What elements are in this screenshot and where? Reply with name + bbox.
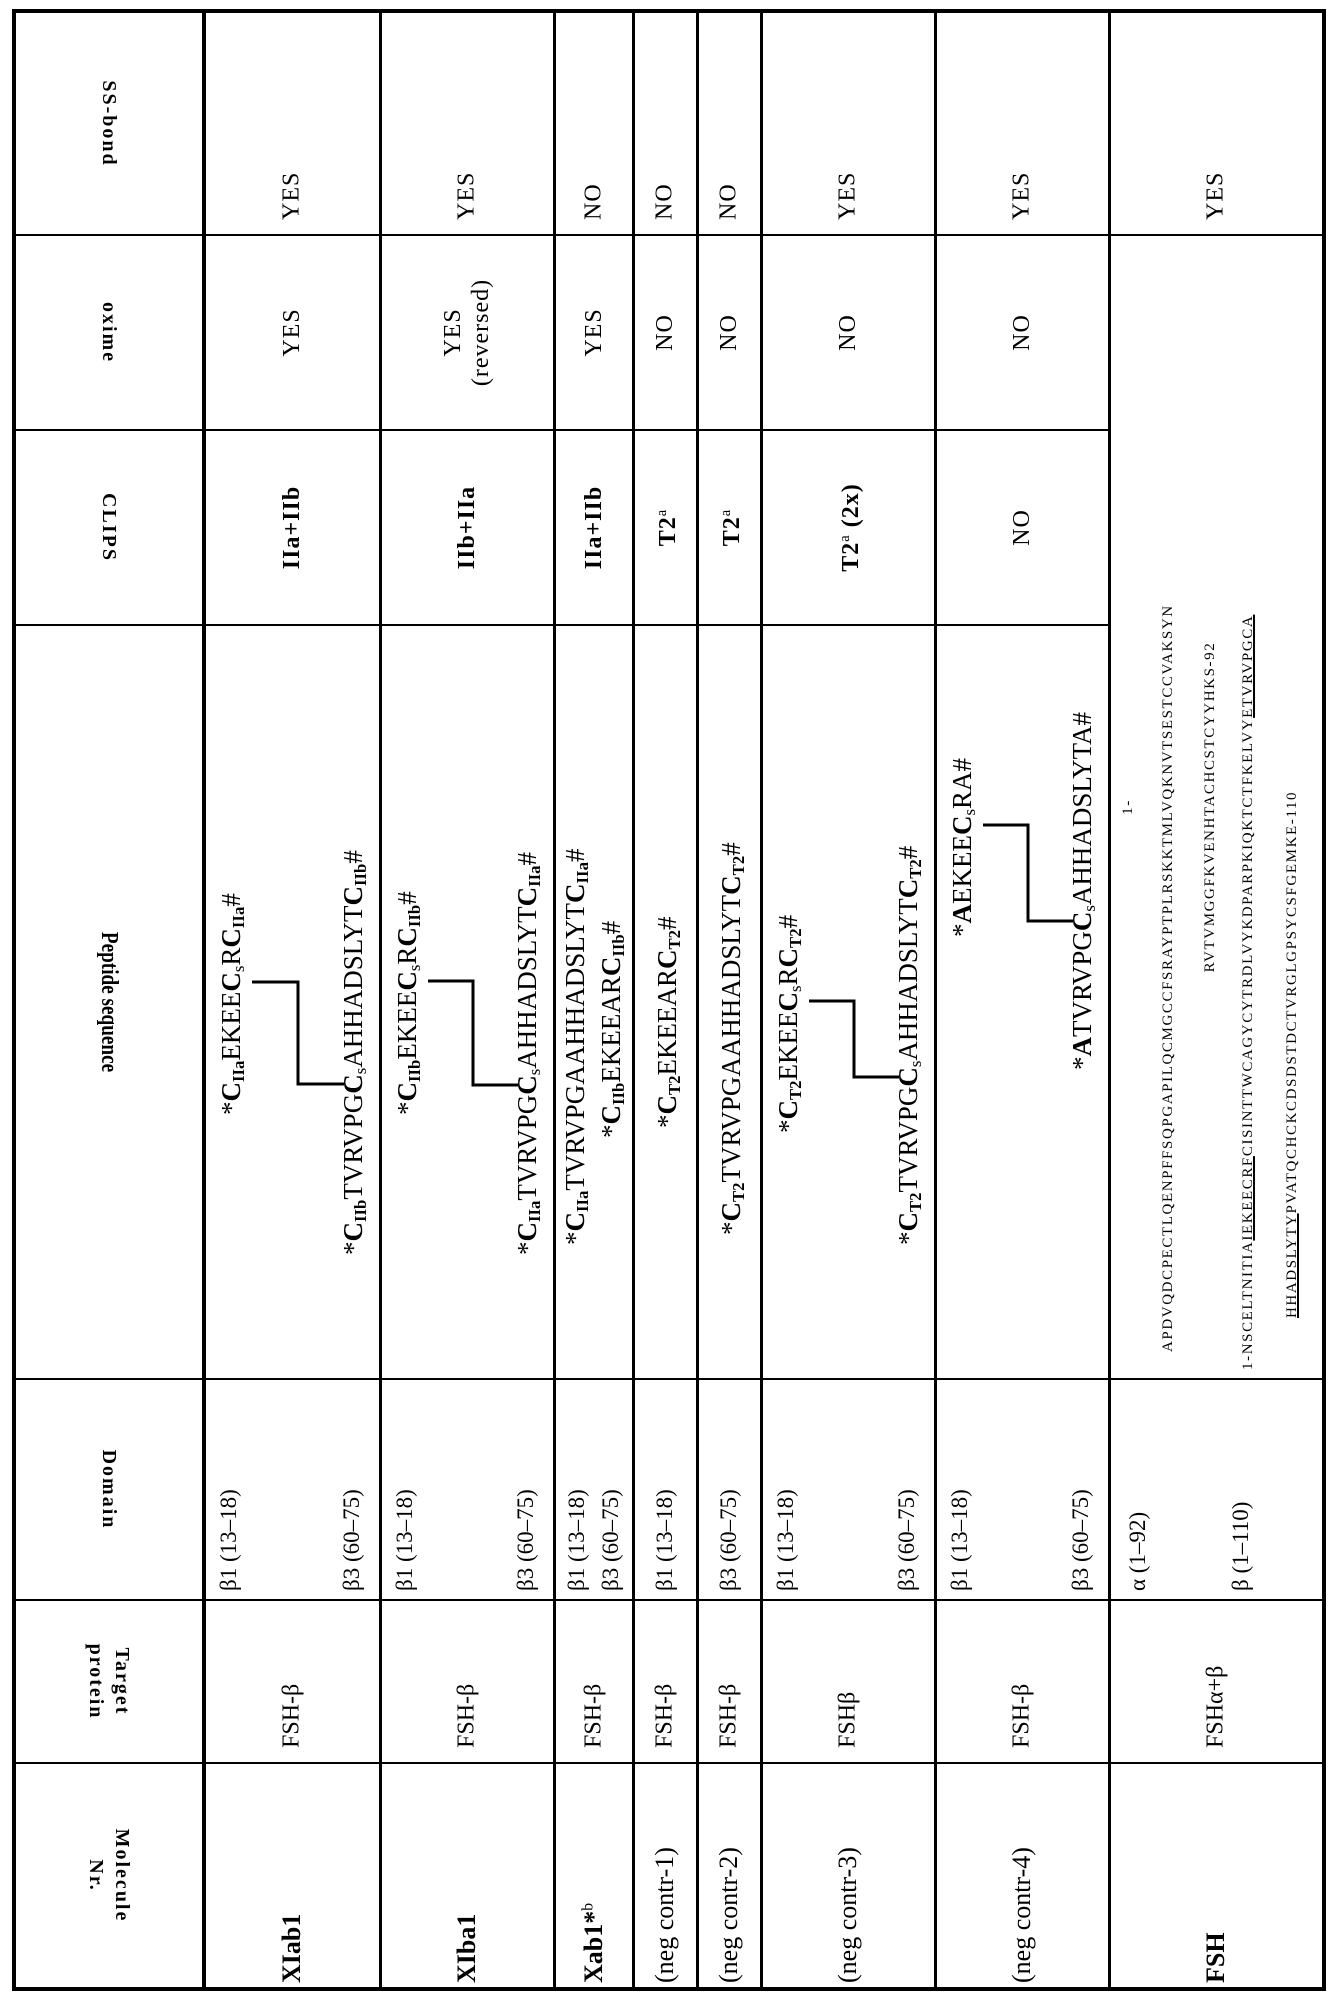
- clips-value: [580, 431, 608, 624]
- oxime-text: (reversed): [467, 236, 495, 429]
- text-segment: IIa: [525, 866, 544, 887]
- peptide-cell: [380, 625, 554, 1379]
- text-segment: #: [392, 891, 422, 905]
- sequence-line: [1201, 236, 1219, 1378]
- text-segment: C: [512, 1222, 542, 1242]
- text-segment: *: [560, 1232, 590, 1246]
- text-segment: EKEE: [773, 1011, 803, 1080]
- text-segment: PVATQCHCKCDSDSTDCTVRGLGPSYCSFGEMKE-110: [1284, 791, 1300, 1214]
- text-segment: *: [512, 1242, 542, 1256]
- clips-value: [278, 431, 306, 624]
- header-peptide-label: Peptide sequence: [96, 932, 122, 1072]
- oxime-cell: [761, 235, 935, 430]
- text-segment: TVRVPG: [893, 1087, 923, 1193]
- text-segment: TVRVPG: [512, 1095, 542, 1201]
- oxime-cell: [380, 235, 554, 430]
- peptide-cell: [633, 625, 697, 1379]
- text-segment: FSH: [1201, 1932, 1230, 1983]
- domain-cell: [1109, 1379, 1324, 1600]
- target-cell: [1109, 1600, 1324, 1763]
- peptide-line: [338, 850, 376, 1255]
- target-cell: [554, 1600, 633, 1763]
- text-segment: IIb: [405, 905, 424, 927]
- molecule-cell: [697, 1763, 761, 1989]
- peptide-line: [512, 852, 550, 1255]
- text-segment: C: [392, 1082, 422, 1102]
- text-segment: T2: [786, 928, 805, 948]
- header-ss-bond: [14, 11, 204, 235]
- target-cell: [935, 1600, 1109, 1763]
- header-oxime: [14, 235, 204, 430]
- target-cell: [697, 1600, 761, 1763]
- molecule-name: [579, 1903, 609, 1983]
- peptide-cell: [697, 625, 761, 1379]
- header-oxime-label: oxime: [96, 302, 122, 363]
- ss-bond-value: YES: [279, 172, 306, 220]
- text-segment: A: [1067, 1037, 1097, 1057]
- text-segment: T2: [665, 1075, 684, 1095]
- oxime-cell: [204, 235, 380, 430]
- sequence-line: [1119, 236, 1137, 1378]
- text-segment: *: [947, 924, 977, 938]
- header-peptide: [14, 625, 204, 1379]
- domain-range: β3 (60–75): [1068, 1489, 1094, 1591]
- disulfide-bond-connector: [937, 1377, 938, 1378]
- disulfide-bond-connector: [206, 1377, 207, 1378]
- ss-bond-value: NO: [580, 183, 607, 220]
- domain-range: β1 (13–18): [773, 1489, 799, 1591]
- oxime-cell: [554, 235, 633, 430]
- clips-cell: [761, 430, 935, 625]
- text-segment: (neg contr-4): [1007, 1847, 1036, 1983]
- text-segment: C: [560, 883, 590, 903]
- text-segment: #: [716, 842, 746, 856]
- molecule-name: [1007, 1847, 1037, 1983]
- target-protein: FSHβ: [835, 1692, 862, 1748]
- peptide-cell: [554, 625, 633, 1379]
- header-domain: [14, 1379, 204, 1600]
- bond-line: [252, 982, 344, 1084]
- ss-bond-cell: [697, 11, 761, 235]
- text-segment: AHHADSLYT: [338, 905, 368, 1067]
- oxime-text: NO: [715, 236, 743, 429]
- molecule-cell: [1109, 1763, 1324, 1989]
- bonded-cysteine: C: [512, 1075, 542, 1095]
- peptide-line: [773, 915, 811, 1133]
- domain-range: β (1–110): [1228, 1502, 1254, 1591]
- bonded-cysteine: C: [1067, 912, 1097, 932]
- text-segment: EKEEAR: [652, 969, 682, 1075]
- target-protein: FSH-β: [716, 1684, 743, 1748]
- text-segment: *: [338, 1242, 368, 1256]
- text-segment: RVTVMGGFKVENHTACHCSTCYYHKS-92: [1202, 642, 1218, 973]
- clips-value: [712, 431, 746, 624]
- ss-bond-value: YES: [835, 172, 862, 220]
- text-segment: C: [652, 949, 682, 969]
- molecule-name: [277, 1914, 307, 1983]
- oxime-value: [1008, 236, 1036, 429]
- text-segment: #: [596, 921, 626, 935]
- text-segment: C: [338, 886, 368, 906]
- text-segment: *: [216, 1102, 246, 1116]
- text-segment: T2: [786, 1080, 805, 1100]
- header-clips: [14, 430, 204, 625]
- text-segment: IIa: [525, 1201, 544, 1222]
- text-segment: IEKEECRF: [1240, 1156, 1256, 1240]
- table-row: [204, 11, 380, 1989]
- bonded-cysteine: C: [338, 1074, 368, 1094]
- header-domain-label: Domain: [96, 1450, 122, 1530]
- domain-range: β3 (60–75): [716, 1489, 742, 1591]
- domain-range: β1 (13–18): [652, 1489, 678, 1591]
- text-segment: C: [773, 948, 803, 968]
- ss-bond-cell: [761, 11, 935, 235]
- text-segment: ETVRVPGCA: [1240, 615, 1256, 718]
- clips-value: [453, 431, 481, 624]
- ss-bond-cell: [554, 11, 633, 235]
- text-segment: T2: [665, 930, 684, 950]
- ss-bond-value: YES: [1009, 172, 1036, 220]
- text-segment: AHHADSLYTA#: [1067, 712, 1097, 905]
- text-segment: C: [560, 1212, 590, 1232]
- table-row: [380, 11, 554, 1989]
- text-segment: R: [392, 947, 422, 965]
- text-segment: C: [716, 1202, 746, 1222]
- domain-range: β3 (60–75): [894, 1489, 920, 1591]
- text-segment: A: [947, 904, 977, 924]
- peptide-table: [12, 9, 1326, 1991]
- text-segment: *: [716, 1222, 746, 1236]
- table-row: [761, 11, 935, 1989]
- text-segment: C: [716, 875, 746, 895]
- oxime-value: [278, 236, 306, 429]
- text-segment: #: [560, 849, 590, 863]
- document-page: [0, 0, 1334, 1994]
- header-ss-bond-label: SS-bond: [96, 80, 122, 166]
- target-cell: [380, 1600, 554, 1763]
- target-cell: [761, 1600, 935, 1763]
- molecule-cell: [380, 1763, 554, 1989]
- text-segment: C: [773, 1100, 803, 1120]
- text-segment: *: [1067, 1057, 1097, 1071]
- oxime-value: [580, 236, 608, 429]
- text-segment: s: [405, 965, 424, 972]
- oxime-value: [715, 236, 743, 429]
- ss-bond-value: YES: [1203, 172, 1230, 220]
- sequence-line: [1159, 236, 1177, 1378]
- sequence-cell: [1109, 235, 1324, 1379]
- oxime-text: NO: [651, 236, 679, 429]
- domain-cell: [554, 1379, 633, 1600]
- table-row: [935, 11, 1109, 1989]
- text-segment: s: [960, 809, 979, 816]
- peptide-cell: [935, 625, 1109, 1379]
- text-segment: a: [837, 534, 853, 541]
- molecule-cell: [935, 1763, 1109, 1989]
- text-segment: a: [718, 509, 734, 516]
- text-segment: TVRVPGAAHHADSLYT: [716, 895, 746, 1183]
- text-segment: *: [893, 1232, 923, 1246]
- text-segment: *: [596, 1125, 626, 1139]
- text-segment: T2: [838, 542, 864, 572]
- text-segment: TVRVPG: [338, 1094, 368, 1200]
- text-segment: C: [338, 1222, 368, 1242]
- text-segment: T2: [719, 516, 745, 546]
- peptide-line: [560, 849, 598, 1245]
- text-segment: #: [512, 852, 542, 866]
- target-cell: [633, 1600, 697, 1763]
- ss-bond-cell: [633, 11, 697, 235]
- clips-value: [648, 431, 682, 624]
- target-protein: FSH-β: [279, 1684, 306, 1748]
- peptide-line: [652, 916, 690, 1128]
- text-segment: C: [652, 1095, 682, 1115]
- text-segment: T2: [729, 856, 748, 876]
- text-segment: C: [392, 927, 422, 947]
- text-segment: EKEE: [947, 835, 977, 904]
- text-segment: s: [525, 1069, 544, 1076]
- text-segment: TVRVPG: [1067, 931, 1097, 1037]
- target-protein: FSH-β: [652, 1684, 679, 1748]
- text-segment: C: [216, 928, 246, 948]
- text-segment: T2: [906, 859, 925, 879]
- oxime-value: [651, 236, 679, 429]
- text-segment: Xab1*: [579, 1911, 608, 1983]
- text-segment: T2: [906, 1192, 925, 1212]
- domain-cell: [204, 1379, 380, 1600]
- molecule-name: [650, 1847, 680, 1983]
- text-segment: HHADSLYTY: [1284, 1213, 1300, 1318]
- text-segment: s: [1080, 905, 1099, 912]
- text-segment: C: [596, 1105, 626, 1125]
- bond-line: [428, 981, 518, 1085]
- text-segment: XIba1: [452, 1914, 481, 1983]
- oxime-text: YES: [439, 236, 467, 429]
- bonded-cysteine: C: [773, 992, 803, 1012]
- text-segment: C: [216, 1082, 246, 1102]
- text-segment: IIb+IIa: [454, 486, 480, 569]
- clips-cell: [935, 430, 1109, 625]
- text-segment: s: [229, 966, 248, 973]
- text-segment: s: [906, 1061, 925, 1068]
- text-segment: C: [893, 1212, 923, 1232]
- text-segment: (neg contr-1): [650, 1847, 679, 1983]
- oxime-value: [834, 236, 862, 429]
- bonded-cysteine: C: [392, 971, 422, 991]
- clips-cell: [204, 430, 380, 625]
- text-segment: R: [773, 967, 803, 985]
- text-segment: T2: [655, 516, 681, 546]
- text-segment: #: [652, 916, 682, 930]
- text-segment: XIab1: [277, 1914, 306, 1983]
- table-row: [633, 11, 697, 1989]
- peptide-line: [596, 921, 634, 1138]
- text-segment: IIb: [609, 934, 628, 956]
- text-segment: s: [351, 1068, 370, 1075]
- text-segment: (neg contr-2): [714, 1847, 743, 1983]
- text-segment: (neg contr-3): [833, 1847, 862, 1983]
- text-segment: C: [596, 957, 626, 977]
- rotated-table-frame: [0, 0, 1334, 1994]
- target-protein: FSH-β: [580, 1684, 607, 1748]
- text-segment: #: [338, 850, 368, 864]
- sequence-line: [1283, 236, 1301, 1378]
- text-segment: APDVQDCPECTLQENPFFSQPGAPILQCMGCCFSRAYPTPLRSKKTMLVQKNVTSESTCCVAKSYN: [1160, 604, 1176, 1352]
- domain-cell: [935, 1379, 1109, 1600]
- text-segment: RA#: [947, 758, 977, 809]
- domain-range: β1 (13–18): [216, 1489, 242, 1591]
- ss-bond-cell: [1109, 11, 1324, 235]
- domain-cell: [697, 1379, 761, 1600]
- text-segment: #: [216, 893, 246, 907]
- text-segment: IIa: [573, 862, 592, 883]
- ss-bond-value: YES: [454, 172, 481, 220]
- text-segment: *: [773, 1120, 803, 1134]
- domain-cell: [380, 1379, 554, 1600]
- text-segment: IIb: [351, 864, 370, 886]
- oxime-text: NO: [834, 236, 862, 429]
- table-row: [1109, 11, 1324, 1989]
- molecule-cell: [633, 1763, 697, 1989]
- bond-line: [983, 825, 1073, 921]
- text-segment: TVRVPGAAHHADSLYT: [560, 903, 590, 1191]
- molecule-name: [452, 1914, 482, 1983]
- bonded-cysteine: C: [216, 972, 246, 992]
- domain-range: β3 (60–75): [513, 1489, 539, 1591]
- text-segment: IIb: [405, 1060, 424, 1082]
- clips-cell: [633, 430, 697, 625]
- molecule-cell: [554, 1763, 633, 1989]
- header-target-line2: protein: [83, 1644, 109, 1720]
- text-segment: IIa: [573, 1191, 592, 1212]
- table-row: [554, 11, 633, 1989]
- text-segment: C: [512, 887, 542, 907]
- peptide-line: [216, 893, 254, 1115]
- target-cell: [204, 1600, 380, 1763]
- text-segment: s: [786, 985, 805, 992]
- text-segment: #: [893, 846, 923, 860]
- table-row: [697, 11, 761, 1989]
- target-protein: FSH-β: [1009, 1684, 1036, 1748]
- ss-bond-cell: [380, 11, 554, 235]
- text-segment: 1-: [1120, 799, 1136, 815]
- text-segment: AHHADSLYT: [512, 906, 542, 1068]
- domain-cell: [761, 1379, 935, 1600]
- header-molecule: [14, 1763, 204, 1989]
- molecule-name: [714, 1847, 744, 1983]
- sequence-line: [1239, 236, 1257, 1378]
- domain-range: β1 (13–18): [392, 1489, 418, 1591]
- text-segment: *: [652, 1115, 682, 1129]
- text-segment: a: [654, 509, 670, 516]
- domain-range: β3 (60–75): [598, 1489, 624, 1591]
- oxime-cell: [633, 235, 697, 430]
- clips-value: [1008, 431, 1036, 624]
- domain-cell: [633, 1379, 697, 1600]
- molecule-cell: [204, 1763, 380, 1989]
- header-clips-label: CLIPS: [96, 493, 122, 562]
- text-segment: EKEEAR: [596, 976, 626, 1082]
- disulfide-bond-connector: [763, 1377, 764, 1378]
- oxime-text: YES: [580, 236, 608, 429]
- text-segment: IIa+IIb: [279, 486, 305, 569]
- text-segment: CISINTTWCAGYCYTRDLVYKDPARPKIQKTCTFKELVY: [1240, 718, 1256, 1156]
- clips-cell: [554, 430, 633, 625]
- peptide-line: [1067, 712, 1105, 1070]
- oxime-text: NO: [1008, 236, 1036, 429]
- header-target: [14, 1600, 204, 1763]
- oxime-text: YES: [278, 236, 306, 429]
- ss-bond-cell: [935, 11, 1109, 235]
- peptide-line: [716, 842, 754, 1235]
- text-segment: NO: [1009, 509, 1035, 546]
- molecule-cell: [761, 1763, 935, 1989]
- domain-range: β1 (13–18): [947, 1489, 973, 1591]
- oxime-cell: [697, 235, 761, 430]
- bonded-cysteine: C: [947, 816, 977, 836]
- disulfide-bond-connector: [382, 1377, 383, 1378]
- ss-bond-value: NO: [652, 183, 679, 220]
- text-segment: AHHADSLYT: [893, 898, 923, 1060]
- header-molecule-line1: Molecule: [109, 1829, 135, 1923]
- domain-range: α (1–92): [1125, 1512, 1151, 1591]
- oxime-value: [439, 236, 495, 429]
- text-segment: IIa: [229, 1061, 248, 1082]
- domain-range: β1 (13–18): [564, 1489, 590, 1591]
- molecule-name: [1201, 1932, 1231, 1983]
- text-segment: T2: [729, 1182, 748, 1202]
- header-molecule-line2: Nr.: [83, 1859, 109, 1891]
- text-segment: IIb: [351, 1200, 370, 1222]
- peptide-line: [893, 846, 931, 1245]
- peptide-line: [947, 758, 985, 937]
- molecule-name: [833, 1847, 863, 1983]
- domain-range: β3 (60–75): [339, 1489, 365, 1591]
- text-segment: *: [392, 1102, 422, 1116]
- peptide-line: [392, 891, 430, 1115]
- ss-bond-cell: [204, 11, 380, 235]
- oxime-cell: [935, 235, 1109, 430]
- header-target-line1: Target: [109, 1648, 135, 1716]
- text-segment: IIa+IIb: [581, 486, 607, 569]
- header-row: [14, 11, 204, 1989]
- text-segment: 1-NSCELTNITIA: [1240, 1241, 1256, 1370]
- clips-cell: [697, 430, 761, 625]
- text-segment: R: [216, 948, 246, 966]
- text-segment: C: [893, 879, 923, 899]
- text-segment: b: [579, 1903, 596, 1911]
- clips-value: [831, 431, 865, 624]
- target-protein: FSHα+β: [1203, 1666, 1230, 1748]
- ss-bond-value: NO: [716, 183, 743, 220]
- bonded-cysteine: C: [893, 1067, 923, 1087]
- text-segment: IIb: [609, 1083, 628, 1105]
- text-segment: #: [773, 915, 803, 929]
- text-segment: EKEE: [392, 991, 422, 1060]
- clips-cell: [380, 430, 554, 625]
- text-segment: (2x): [838, 483, 864, 534]
- bond-line: [809, 1001, 899, 1077]
- peptide-cell: [761, 625, 935, 1379]
- peptide-cell: [204, 625, 380, 1379]
- text-segment: IIa: [229, 907, 248, 928]
- target-protein: FSH-β: [454, 1684, 481, 1748]
- text-segment: EKEE: [216, 992, 246, 1061]
